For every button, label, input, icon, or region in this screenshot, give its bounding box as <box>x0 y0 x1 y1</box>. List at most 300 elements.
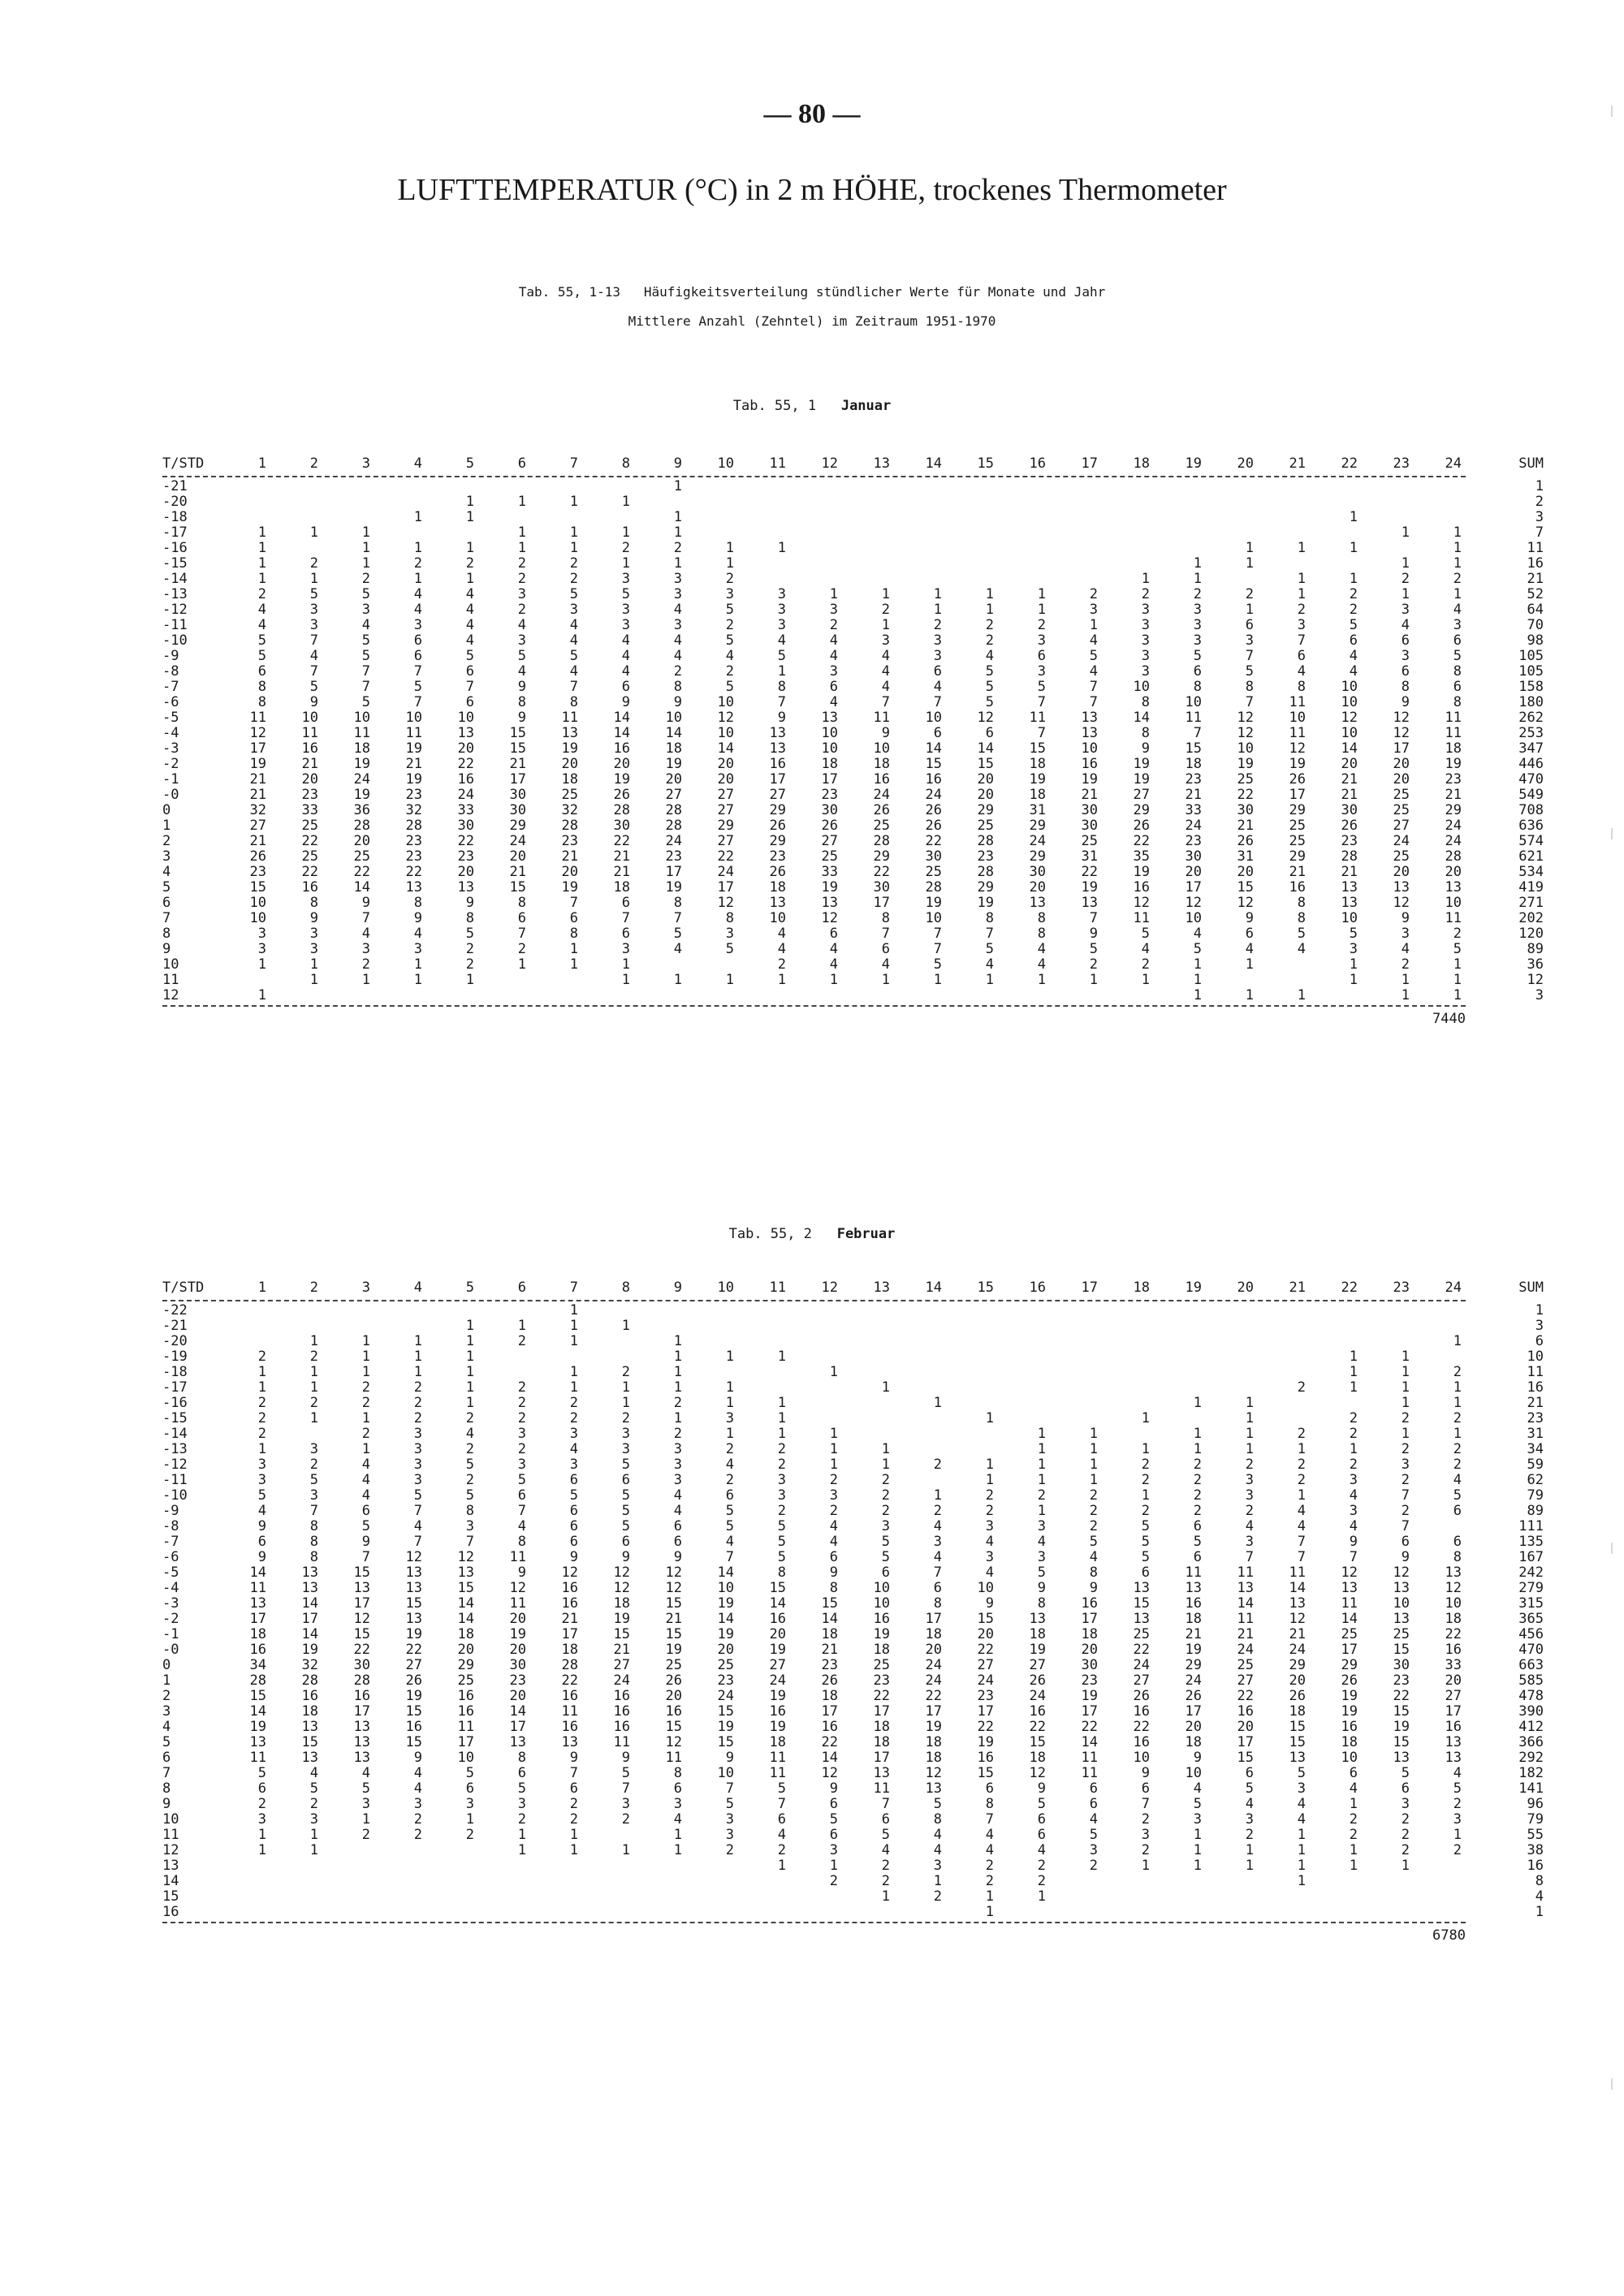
table-cell: 15 <box>249 879 266 896</box>
table-cell: 2 <box>413 555 422 572</box>
table-cell: 4 <box>465 632 474 649</box>
table-cell: 25 <box>665 1657 682 1673</box>
table-cell: 1 <box>1349 1349 1358 1365</box>
table-cell: 8 <box>1297 679 1306 695</box>
table-cell <box>1163 1905 1202 1920</box>
table-cell: 6 <box>673 1780 682 1797</box>
table-cell: 15 <box>1237 1750 1254 1766</box>
table-cell: 4 <box>1349 1487 1358 1504</box>
table-heading-februar <box>0 1226 1624 1242</box>
table-cell: 3 <box>777 602 786 618</box>
table-cell: 18 <box>873 1642 890 1658</box>
table-cell: 18 <box>821 1626 838 1642</box>
table-cell: 25 <box>1237 771 1254 788</box>
table-cell: 1 <box>1453 1426 1462 1442</box>
table-cell: 20 <box>509 1642 526 1658</box>
table-cell: 4 <box>985 956 994 973</box>
table-cell: 7 <box>465 1534 474 1550</box>
table-cell: 23 <box>1081 1672 1098 1689</box>
table-cell <box>1371 1303 1410 1318</box>
table-cell: 21 <box>249 833 266 849</box>
table-cell: 1 <box>1141 972 1150 988</box>
table-row <box>162 494 1544 510</box>
table-cell: 5 <box>881 1549 890 1565</box>
table-cell <box>1215 510 1254 525</box>
table-cell: 24 <box>769 1672 786 1689</box>
table-cell: 14 <box>457 1611 474 1627</box>
table-cell: 1 <box>985 1457 994 1473</box>
table-cell: 7 <box>1297 1549 1306 1565</box>
table-cell: 10 <box>1133 1750 1150 1766</box>
table-cell: 24 <box>1393 833 1410 849</box>
table-cell: 23 <box>457 848 474 865</box>
table-cell: 1 <box>569 956 578 973</box>
table-cell: 16 <box>1081 1595 1098 1612</box>
table-cell: 1 <box>1453 540 1462 556</box>
table-row <box>162 787 1544 803</box>
table-cell: 1 <box>1193 972 1202 988</box>
table-cell <box>227 1905 266 1920</box>
row-sum: 105 <box>1518 663 1544 680</box>
table-cell: 5 <box>1349 617 1358 633</box>
header-hour: 19 <box>1185 455 1202 472</box>
table-cell: 7 <box>465 679 474 695</box>
table-cell: 5 <box>725 1518 734 1534</box>
table-cell: 5 <box>1245 1780 1254 1797</box>
table-cell <box>539 1349 578 1365</box>
table-cell <box>591 1905 630 1920</box>
table-cell: 7 <box>621 1780 630 1797</box>
table-cell: 9 <box>569 1750 578 1766</box>
row-temperature: 11 <box>162 972 179 988</box>
table-cell: 6 <box>1245 617 1254 633</box>
table-cell: 15 <box>1133 1595 1150 1612</box>
table-cell: 1 <box>881 586 890 602</box>
table-cell: 8 <box>257 694 266 710</box>
table-cell: 1 <box>1245 1426 1254 1442</box>
table-row <box>162 725 1544 741</box>
table-cell <box>539 988 578 1003</box>
table-cell: 3 <box>257 926 266 942</box>
table-cell: 2 <box>517 941 526 957</box>
table-cell: 5 <box>777 1534 786 1550</box>
table-cell <box>227 479 266 494</box>
table-cell: 10 <box>1341 694 1358 710</box>
table-cell: 7 <box>309 632 318 649</box>
table-cell: 15 <box>509 740 526 757</box>
table-cell: 6 <box>1037 648 1046 664</box>
table-cell: 2 <box>1141 1811 1150 1828</box>
table-cell: 1 <box>1245 1395 1254 1411</box>
table-cell: 2 <box>1453 926 1462 942</box>
row-temperature: -15 <box>162 1410 188 1426</box>
table-cell: 17 <box>1445 1703 1462 1720</box>
table-cell: 11 <box>561 1703 578 1720</box>
table-cell: 7 <box>985 926 994 942</box>
table-cell: 2 <box>1089 586 1098 602</box>
table-cell: 1 <box>361 1441 370 1457</box>
table-cell: 22 <box>1029 1719 1046 1735</box>
table-cell: 2 <box>1349 1426 1358 1442</box>
header-hour: 21 <box>1289 455 1306 472</box>
table-cell <box>1267 957 1306 973</box>
table-cell: 2 <box>517 571 526 587</box>
table-cell: 6 <box>465 1780 474 1797</box>
table-row <box>162 802 1544 818</box>
table-cell <box>1007 1318 1046 1334</box>
table-cell: 1 <box>1245 956 1254 973</box>
table-cell <box>1215 1303 1254 1318</box>
table-cell: 27 <box>1237 1672 1254 1689</box>
table-cell: 4 <box>361 1472 370 1488</box>
table-cell: 19 <box>665 756 682 772</box>
table-cell <box>539 510 578 525</box>
table-cell: 2 <box>621 540 630 556</box>
row-temperature: -22 <box>162 1302 188 1318</box>
table-cell: 1 <box>361 972 370 988</box>
table-cell: 14 <box>1237 1595 1254 1612</box>
table-cell: 1 <box>517 1842 526 1858</box>
table-cell: 2 <box>413 1395 422 1411</box>
table-row <box>162 1441 1544 1457</box>
table-cell: 1 <box>985 1472 994 1488</box>
row-sum: 38 <box>1527 1842 1544 1858</box>
table-cell <box>1007 1905 1046 1920</box>
table-cell: 5 <box>309 586 318 602</box>
table-cell: 30 <box>1237 802 1254 818</box>
table-cell: 1 <box>881 1441 890 1457</box>
table-header-row <box>162 1280 1544 1298</box>
table-cell: 1 <box>465 1811 474 1828</box>
table-cell: 3 <box>777 586 786 602</box>
table-cell: 15 <box>821 1595 838 1612</box>
table-cell: 5 <box>413 1487 422 1504</box>
table-cell: 3 <box>933 632 942 649</box>
table-row <box>162 1688 1544 1704</box>
row-sum: 446 <box>1518 756 1544 772</box>
table-cell <box>799 479 838 494</box>
table-cell: 23 <box>1393 1672 1410 1689</box>
table-cell: 20 <box>561 756 578 772</box>
table-cell: 6 <box>413 632 422 649</box>
table-cell: 2 <box>985 632 994 649</box>
table-cell: 18 <box>353 740 370 757</box>
table-cell: 20 <box>717 771 734 788</box>
table-cell: 13 <box>1445 1564 1462 1581</box>
table-cell: 20 <box>509 1688 526 1704</box>
table-cell: 14 <box>925 740 942 757</box>
table-cell: 2 <box>309 555 318 572</box>
table-cell: 19 <box>353 756 370 772</box>
table-cell: 13 <box>301 1750 318 1766</box>
table-cell: 30 <box>1029 864 1046 880</box>
table-cell <box>1163 541 1202 556</box>
table-cell: 1 <box>1037 586 1046 602</box>
table-row <box>162 1534 1544 1550</box>
table-cell: 25 <box>1393 848 1410 865</box>
table-cell: 1 <box>569 524 578 541</box>
table-cell: 16 <box>873 1611 890 1627</box>
header-hour: 5 <box>465 455 474 472</box>
table-cell: 23 <box>405 848 422 865</box>
table-cell: 20 <box>1185 1719 1202 1735</box>
table-cell: 1 <box>569 941 578 957</box>
table-cell: 16 <box>1237 1703 1254 1720</box>
table-cell: 1 <box>1297 1441 1306 1457</box>
table-row <box>162 864 1544 880</box>
table-cell: 4 <box>1037 1534 1046 1550</box>
table-cell: 13 <box>509 1734 526 1750</box>
table-cell: 1 <box>933 1487 942 1504</box>
table-cell: 6 <box>465 663 474 680</box>
table-cell: 18 <box>1445 1611 1462 1627</box>
table-cell: 23 <box>977 1688 994 1704</box>
table-cell <box>695 1905 734 1920</box>
table-cell: 22 <box>977 1642 994 1658</box>
table-cell: 21 <box>1081 787 1098 803</box>
table-cell: 5 <box>1453 941 1462 957</box>
table-cell: 3 <box>309 617 318 633</box>
table-cell: 1 <box>1297 1873 1306 1889</box>
table-cell: 11 <box>873 710 890 726</box>
table-cell: 3 <box>1141 648 1150 664</box>
table-cell: 10 <box>1341 725 1358 741</box>
row-sum: 11 <box>1527 540 1544 556</box>
row-temperature: -12 <box>162 1457 188 1473</box>
table-cell: 5 <box>361 694 370 710</box>
table-cell: 1 <box>413 1349 422 1365</box>
table-cell: 5 <box>621 1503 630 1519</box>
table-cell <box>903 1349 942 1365</box>
table-cell: 4 <box>1037 941 1046 957</box>
table-cell <box>799 988 838 1003</box>
table-cell: 1 <box>829 1457 838 1473</box>
table-cell: 1 <box>465 571 474 587</box>
table-cell: 30 <box>509 1657 526 1673</box>
table-cell <box>1007 1349 1046 1365</box>
table-cell <box>1059 479 1098 494</box>
table-cell <box>695 1318 734 1334</box>
table-row <box>162 1580 1544 1596</box>
table-cell: 30 <box>873 879 890 896</box>
table-cell <box>851 988 890 1003</box>
table-cell: 8 <box>309 1549 318 1565</box>
table-cell: 1 <box>621 1379 630 1396</box>
table-cell: 1 <box>517 494 526 510</box>
table-cell: 8 <box>985 1796 994 1812</box>
table-cell: 2 <box>1349 1457 1358 1473</box>
table-cell <box>903 1411 942 1426</box>
table-cell: 1 <box>1037 602 1046 618</box>
table-cell <box>1371 1874 1410 1889</box>
table-cell: 2 <box>1349 1410 1358 1426</box>
table-cell: 5 <box>517 648 526 664</box>
table-cell: 29 <box>1133 802 1150 818</box>
row-temperature: -3 <box>162 1595 179 1612</box>
table-cell: 10 <box>1185 1765 1202 1781</box>
table-cell: 25 <box>353 848 370 865</box>
table-cell: 14 <box>665 725 682 741</box>
table-cell: 26 <box>405 1672 422 1689</box>
table-cell: 9 <box>517 710 526 726</box>
table-cell: 3 <box>1141 632 1150 649</box>
table-cell <box>435 988 474 1003</box>
table-cell: 20 <box>717 1642 734 1658</box>
header-hour: 23 <box>1393 1280 1410 1296</box>
table-cell: 6 <box>517 1765 526 1781</box>
table-cell <box>331 1905 370 1920</box>
header-hour: 10 <box>717 1280 734 1296</box>
table-cell <box>383 1905 422 1920</box>
table-cell: 5 <box>257 648 266 664</box>
table-cell: 7 <box>725 1549 734 1565</box>
table-cell: 27 <box>717 802 734 818</box>
table-cell: 6 <box>569 910 578 926</box>
row-sum: 3 <box>1535 987 1544 1003</box>
table-cell: 19 <box>1133 756 1150 772</box>
table-cell: 29 <box>457 1657 474 1673</box>
table-cell: 9 <box>1141 1765 1150 1781</box>
table-cell <box>1111 1334 1150 1349</box>
table-cell: 1 <box>1193 1827 1202 1843</box>
table-cell: 3 <box>881 1518 890 1534</box>
table-row <box>162 710 1544 726</box>
table-cell <box>435 1858 474 1874</box>
table-cell: 1 <box>465 1349 474 1365</box>
table-cell: 2 <box>1401 1503 1410 1519</box>
table-cell: 1 <box>1089 1472 1098 1488</box>
table-cell: 2 <box>1141 1503 1150 1519</box>
table-cell: 11 <box>1185 1564 1202 1581</box>
table-cell: 4 <box>985 1842 994 1858</box>
table-cell <box>1267 479 1306 494</box>
table-cell: 1 <box>465 540 474 556</box>
table-cell: 18 <box>821 756 838 772</box>
table-cell <box>747 510 786 525</box>
table-cell <box>1111 541 1150 556</box>
table-cell: 2 <box>1349 602 1358 618</box>
table-cell: 18 <box>873 756 890 772</box>
table-cell: 11 <box>1289 694 1306 710</box>
table-cell: 3 <box>361 602 370 618</box>
table-cell: 12 <box>1185 895 1202 911</box>
table-cell: 3 <box>1245 1811 1254 1828</box>
table-row <box>162 740 1544 757</box>
table-cell: 1 <box>673 1333 682 1349</box>
table-cell <box>1267 1889 1306 1905</box>
header-hour: 13 <box>873 455 890 472</box>
table-cell: 4 <box>673 1503 682 1519</box>
scan-edge-mark <box>1611 1543 1613 1554</box>
table-cell <box>851 525 890 541</box>
table-cell: 1 <box>1037 1457 1046 1473</box>
table-cell: 4 <box>1297 1503 1306 1519</box>
table-row <box>162 987 1544 1003</box>
table-cell <box>695 479 734 494</box>
table-cell: 22 <box>613 833 630 849</box>
table-cell: 2 <box>881 1873 890 1889</box>
table-cell: 16 <box>613 1703 630 1720</box>
table-cell: 19 <box>405 771 422 788</box>
table-cell: 25 <box>1393 787 1410 803</box>
table-cell <box>1423 1349 1462 1365</box>
row-sum: 11 <box>1527 1364 1544 1380</box>
table-cell: 13 <box>1029 895 1046 911</box>
table-cell: 1 <box>1297 1827 1306 1843</box>
table-cell: 6 <box>1401 663 1410 680</box>
table-cell: 1 <box>673 524 682 541</box>
table-cell <box>695 1303 734 1318</box>
table-cell: 12 <box>1393 725 1410 741</box>
table-cell: 1 <box>673 1842 682 1858</box>
table-cell: 3 <box>309 1441 318 1457</box>
table-cell: 1 <box>1141 571 1150 587</box>
table-cell: 3 <box>621 941 630 957</box>
row-sum: 315 <box>1518 1595 1544 1612</box>
table-cell: 3 <box>517 1796 526 1812</box>
table-cell: 1 <box>309 972 318 988</box>
table-cell: 17 <box>1289 787 1306 803</box>
table-cell: 12 <box>457 1549 474 1565</box>
table-cell: 2 <box>1401 1811 1410 1828</box>
table-cell <box>1267 1349 1306 1365</box>
table-cell: 6 <box>933 663 942 680</box>
table-cell: 1 <box>257 571 266 587</box>
table-cell: 3 <box>933 648 942 664</box>
table-cell: 27 <box>717 787 734 803</box>
table-cell: 14 <box>457 1595 474 1612</box>
header-hour: 8 <box>621 455 630 472</box>
table-cell: 28 <box>613 802 630 818</box>
table-cell <box>1215 1349 1254 1365</box>
table-cell: 4 <box>933 679 942 695</box>
table-row <box>162 1549 1544 1565</box>
header-hour: 17 <box>1081 1280 1098 1296</box>
table-cell <box>1267 1396 1306 1411</box>
table-cell: 15 <box>509 725 526 741</box>
table-cell: 6 <box>1401 632 1410 649</box>
table-cell: 29 <box>1289 802 1306 818</box>
table-cell <box>643 1874 682 1889</box>
table-cell: 2 <box>1089 956 1098 973</box>
table-cell: 8 <box>1453 694 1462 710</box>
table-cell: 8 <box>1193 679 1202 695</box>
table-cell: 4 <box>725 1534 734 1550</box>
header-sum: SUM <box>1518 455 1544 472</box>
row-sum: 23 <box>1527 1410 1544 1426</box>
table-cell: 1 <box>569 1842 578 1858</box>
table-cell <box>799 1905 838 1920</box>
row-sum: 2 <box>1535 494 1544 510</box>
table-cell: 27 <box>665 787 682 803</box>
table-cell: 23 <box>977 848 994 865</box>
table-cell <box>1111 494 1150 510</box>
table-row <box>162 1302 1544 1318</box>
frequency-table-februar <box>162 1280 1544 1944</box>
table-cell: 5 <box>725 1796 734 1812</box>
table-cell: 3 <box>1453 1811 1462 1828</box>
table-cell: 3 <box>985 1549 994 1565</box>
table-cell: 6 <box>621 1472 630 1488</box>
table-cell: 3 <box>1245 1472 1254 1488</box>
row-temperature: -16 <box>162 1395 188 1411</box>
table-cell: 8 <box>517 895 526 911</box>
table-cell <box>903 988 942 1003</box>
table-cell: 12 <box>1289 1611 1306 1627</box>
table-cell: 1 <box>725 540 734 556</box>
table-cell <box>331 479 370 494</box>
table-cell: 4 <box>1297 663 1306 680</box>
